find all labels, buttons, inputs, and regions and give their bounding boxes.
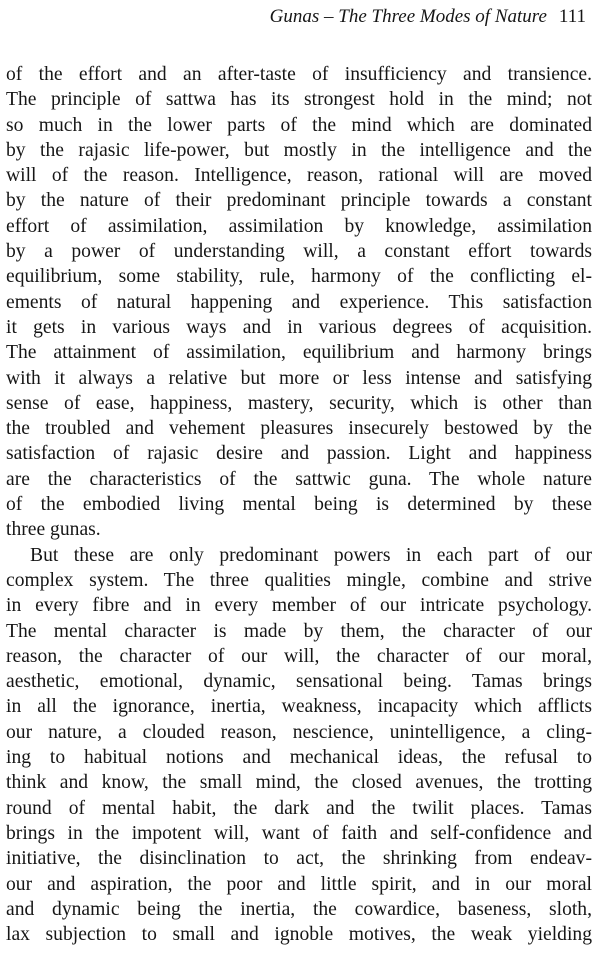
text-line: with it always a relative but more or less intense and satisfying xyxy=(6,367,592,389)
text-line: ements of natural happening and experience. This satisfaction xyxy=(6,291,592,313)
text-line: round of mental habit, the dark and the twilit places. Tamas xyxy=(6,797,592,819)
text-line: aesthetic, emotional, dynamic, sensational being. Tamas brings xyxy=(6,671,592,693)
text-line: initiative, the disinclination to act, the shrinking from endeav- xyxy=(6,848,592,870)
text-line: The mental character is made by them, the character of our xyxy=(6,620,592,642)
body-text xyxy=(6,62,592,947)
text-line: will of the reason. Intelligence, reason, rational will are moved xyxy=(6,165,592,187)
paragraph xyxy=(6,62,592,543)
text-line: of the effort and an after-taste of insufficiency and transience. xyxy=(6,64,592,85)
text-line: effort of assimilation, assimilation by knowledge, assimilation xyxy=(6,215,592,237)
text-line: The principle of sattwa has its strongest hold in the mind; not xyxy=(6,89,592,111)
text-line: three gunas. xyxy=(6,519,101,541)
text-line: the troubled and vehement pleasures insecurely bestowed by the xyxy=(6,418,592,440)
text-line: But these are only predominant powers in each part of our xyxy=(30,544,592,566)
text-line: equilibrium, some stability, rule, harmony of the conflicting el- xyxy=(6,266,592,288)
text-line: so much in the lower parts of the mind which are dominated xyxy=(6,114,592,136)
text-line: our and aspiration, the poor and little spirit, and in our moral xyxy=(6,873,592,895)
page-number: 111 xyxy=(558,6,586,27)
text-line: by the rajasic life-power, but mostly in the intelligence and the xyxy=(6,139,592,161)
text-line: reason, the character of our will, the character of our moral, xyxy=(6,645,592,667)
text-line: complex system. The three qualities mingle, combine and strive xyxy=(6,569,592,591)
running-head-title: Gunas – The Three Modes of Nature xyxy=(269,6,547,27)
text-line: brings in the impotent will, want of faith and self-confidence and xyxy=(6,822,592,844)
text-line: by a power of understanding will, a constant effort towards xyxy=(6,241,592,263)
text-line: in every fibre and in every member of our intricate psychology. xyxy=(6,595,592,617)
paragraph xyxy=(6,543,592,948)
text-line: The attainment of assimilation, equilibrium and harmony brings xyxy=(6,342,592,364)
text-line: our nature, a clouded reason, nescience, unintelligence, a cling- xyxy=(6,721,592,743)
text-line: sense of ease, happiness, mastery, security, which is other than xyxy=(6,392,592,414)
text-line: it gets in various ways and in various degrees of acquisition. xyxy=(6,316,592,338)
text-line: satisfaction of rajasic desire and passion. Light and happiness xyxy=(6,443,592,465)
text-line: and dynamic being the inertia, the cowardice, baseness, sloth, xyxy=(6,898,592,920)
text-line: of the embodied living mental being is determined by these xyxy=(6,494,592,516)
text-line: by the nature of their predominant principle towards a constant xyxy=(6,190,592,212)
text-line: think and know, the small mind, the closed avenues, the trotting xyxy=(6,772,592,794)
text-line: are the characteristics of the sattwic guna. The whole nature xyxy=(6,468,592,490)
running-head xyxy=(270,6,586,28)
text-line: in all the ignorance, inertia, weakness, incapacity which afflicts xyxy=(6,696,592,718)
text-line: lax subjection to small and ignoble motives, the weak yielding xyxy=(6,924,592,946)
text-line: ing to habitual notions and mechanical ideas, the refusal to xyxy=(6,747,592,769)
